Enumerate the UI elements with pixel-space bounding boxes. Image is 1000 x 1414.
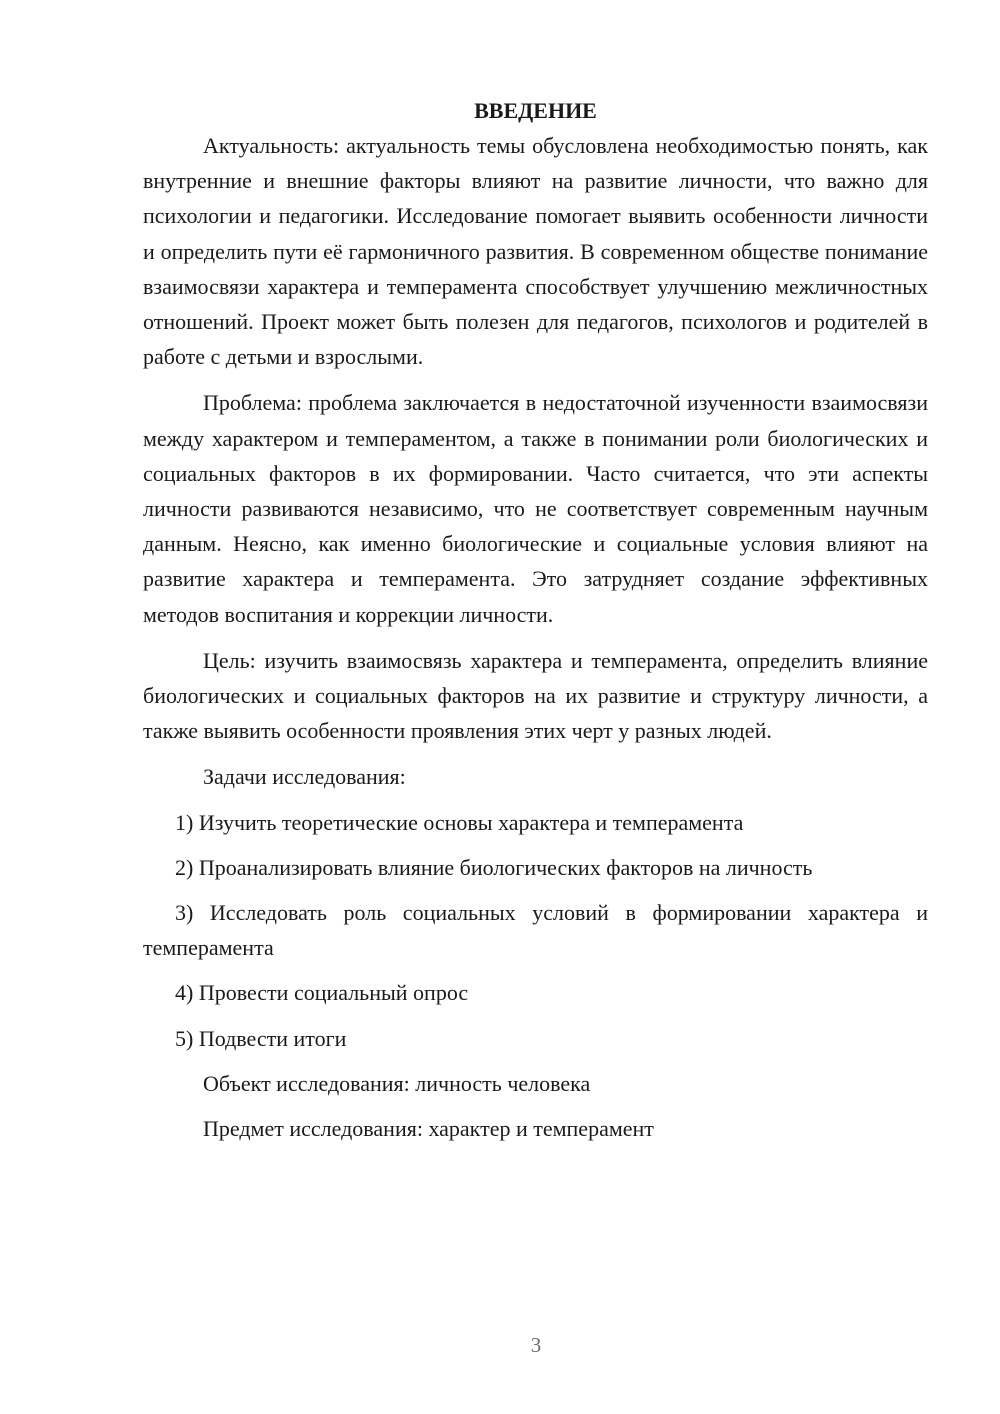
- paragraph-relevance: Актуальность: актуальность темы обусловлена необходимостью понять, как внутренние и внешние факторы влияют на развитие личности, что важно для психологии и педагогики. Исследование помогает выявить особенности личности и определить пути её гармоничного развития. В современном обществе понимание взаимосвязи характера и темперамента способствует улучшению межличностных отношений. Проект может быть полезен для педагогов, психологов и родителей в работе с детьми и взрослыми.: [143, 133, 928, 370]
- research-object: Объект исследования: личность человека: [203, 1070, 591, 1096]
- paragraph-goal: Цель: изучить взаимосвязь характера и темперамента, определить влияние биологических и социальных факторов на их развитие и структуру личности, а также выявить особенности проявления этих черт у разных людей.: [143, 647, 928, 744]
- section-title: ВВЕДЕНИЕ: [474, 98, 597, 123]
- task-item-4: 4) Провести социальный опрос: [175, 980, 469, 1006]
- page-number: 3: [530, 1333, 542, 1357]
- tasks-heading: Задачи исследования:: [203, 764, 406, 790]
- task-item-2: 2) Проанализировать влияние биологических факторов на личность: [175, 854, 813, 880]
- task-item-3: 3) Исследовать роль социальных условий в формировании характера и темперамента: [143, 900, 928, 961]
- task-item-5: 5) Подвести итоги: [175, 1025, 347, 1051]
- task-item-1: 1) Изучить теоретические основы характера и темперамента: [175, 809, 744, 835]
- research-subject: Предмет исследования: характер и темперамент: [203, 1116, 654, 1142]
- paragraph-problem: Проблема: проблема заключается в недостаточной изученности взаимосвязи между характером и темпераментом, а также в понимании роли биологических и социальных факторов в их формировании. Часто считается, что эти аспекты личности развиваются независимо, что не соответствует современным научным данным. Неясно, как именно биологические и социальные условия влияют на развитие характера и темперамента. Это затрудняет создание эффективных методов воспитания и коррекции личности.: [143, 390, 928, 627]
- page-body: [143, 93, 928, 1156]
